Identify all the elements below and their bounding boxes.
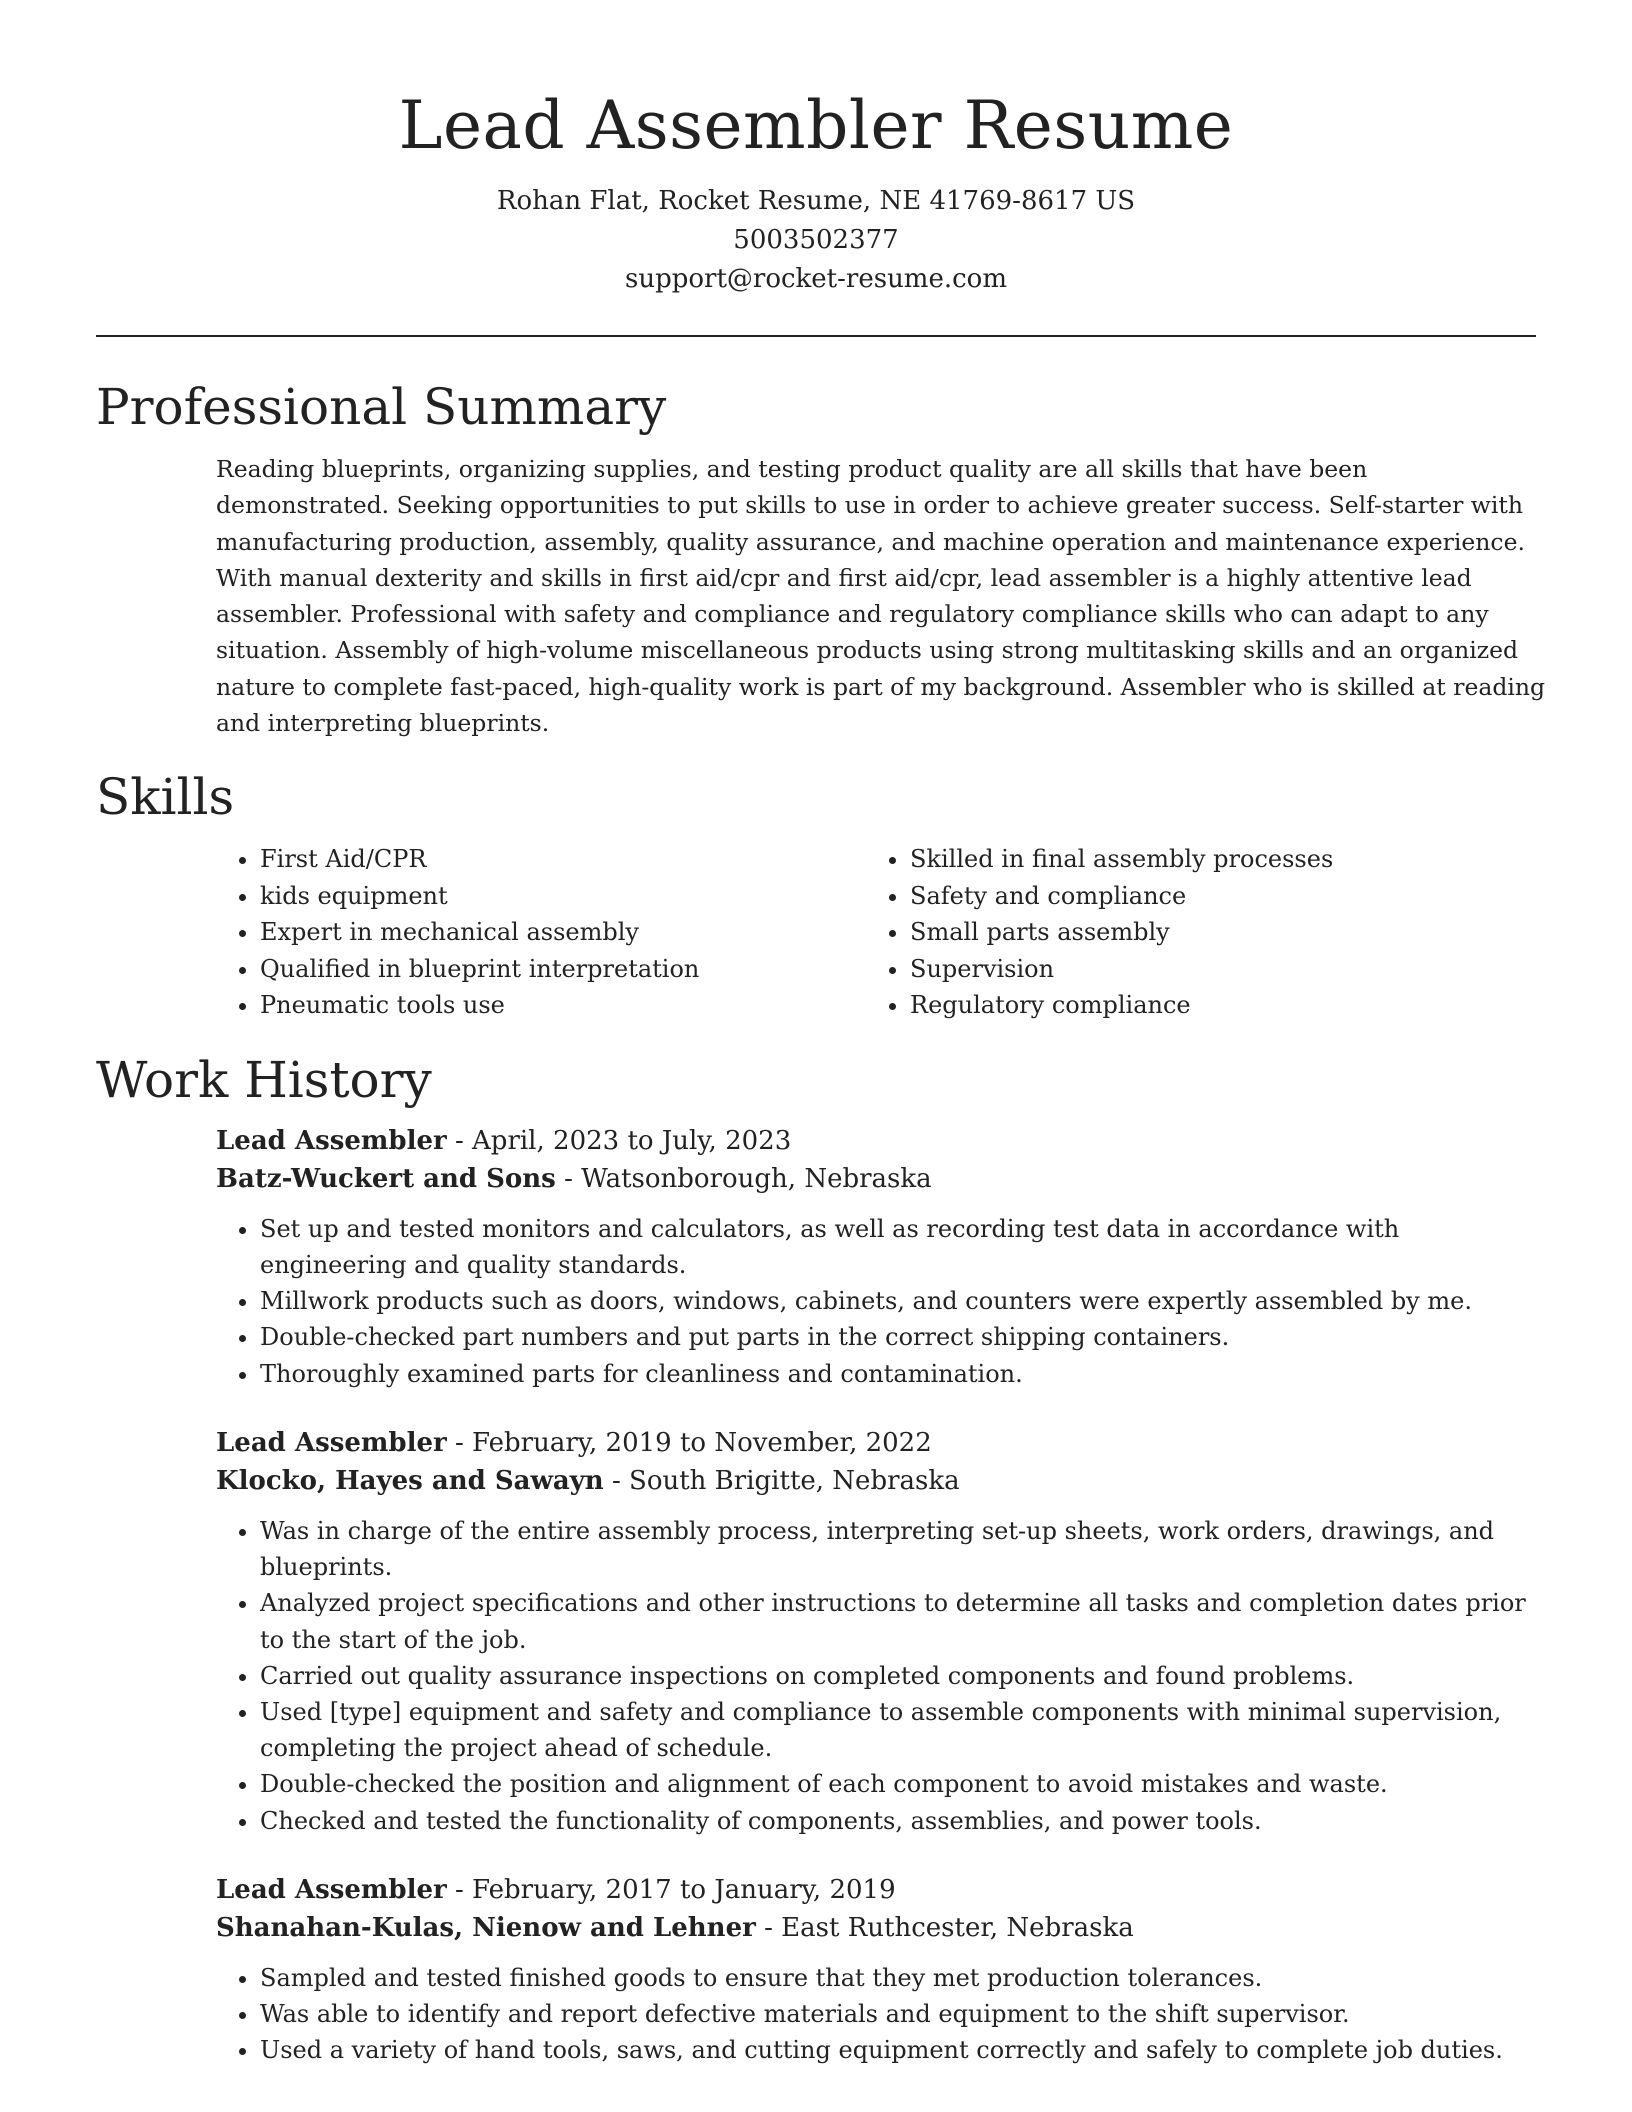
job-bullet: • Was in charge of the entire assembly process, interpreting set-up sheets, work orders, drawings, and blueprints. (260, 1513, 1546, 1585)
job-dates: - April, 2023 to July, 2023 (446, 1125, 792, 1156)
skill-item: • Pneumatic tools use (260, 987, 866, 1024)
job-title-line (216, 1424, 1546, 1463)
summary-text: Reading blueprints, organizing supplies, and testing product quality are all skills that have been demonstrated. Seeking opportunities to put skills to use in order to achieve greater success. Self-starter with manufacturing production, assembly, quality assurance, and machine operation and maintenance experience. With manual dexterity and skills in first aid/cpr and first aid/cpr, lead assembler is a highly attentive lead assembler. Professional with safety and compliance and regulatory compliance skills who can adapt to any situation. Assembly of high-volume miscellaneous products using strong multitasking skills and an organized nature to complete fast-paced, high-quality work is part of my background. Assembler who is skilled at reading and interpreting blueprints. (216, 455, 1546, 738)
job-entry (216, 1122, 1546, 1392)
header-divider (96, 335, 1536, 337)
job-bullet: • Was able to identify and report defective materials and equipment to the shift supervisor. (260, 1996, 1546, 2032)
job-bullet: • Used [type] equipment and safety and compliance to assemble components with minimal supervision, completing the project ahead of schedule. (260, 1694, 1546, 1766)
skill-item: • kids equipment (260, 878, 866, 915)
job-bullet: • Carried out quality assurance inspections on completed components and found problems. (260, 1658, 1546, 1694)
skill-item: • Expert in mechanical assembly (260, 914, 866, 951)
job-bullet: • Analyzed project specifications and other instructions to determine all tasks and completion dates prior to the start of the job. (260, 1585, 1546, 1657)
job-dates: - February, 2019 to November, 2022 (446, 1427, 932, 1458)
job-role: Lead Assembler (216, 1874, 447, 1905)
job-role: Lead Assembler (216, 1427, 447, 1458)
job-title-line (216, 1122, 1546, 1161)
job-bullet: • Thoroughly examined parts for cleanliness and contamination. (260, 1356, 1546, 1392)
work-history-section (96, 1050, 1536, 2068)
job-entry (216, 1871, 1546, 2069)
skills-list-right (866, 841, 1516, 1024)
job-company: Klocko, Hayes and Sawayn (216, 1466, 604, 1497)
job-bullets (216, 1960, 1546, 2069)
job-location: - East Ruthcester, Nebraska (755, 1913, 1134, 1944)
skill-item: • Safety and compliance (910, 878, 1516, 915)
contact-email: support@rocket-resume.com (624, 264, 1007, 294)
skill-item: • Qualified in blueprint interpretation (260, 951, 866, 988)
job-bullet: • Double-checked the position and alignment of each component to avoid mistakes and waste. (260, 1766, 1546, 1802)
job-bullet: • Double-checked part numbers and put parts in the correct shipping containers. (260, 1319, 1546, 1355)
skills-list-left (216, 841, 866, 1024)
professional-summary-section (96, 377, 1546, 741)
contact-address: Rohan Flat, Rocket Resume, NE 41769-8617 US (496, 186, 1136, 216)
job-entry (216, 1424, 1546, 1839)
summary-heading: Professional Summary (96, 378, 667, 436)
job-bullet: • Millwork products such as doors, windows, cabinets, and counters were expertly assembled by me. (260, 1283, 1546, 1319)
resume-header (96, 0, 1536, 299)
job-bullets (216, 1513, 1546, 1839)
job-title-line (216, 1871, 1546, 1910)
resume-title: Lead Assembler Resume (398, 87, 1234, 164)
skill-item: • Small parts assembly (910, 914, 1516, 951)
work-history-heading: Work History (96, 1050, 432, 1109)
job-company: Batz-Wuckert and Sons (216, 1164, 556, 1195)
skill-item: • Skilled in final assembly processes (910, 841, 1516, 878)
contact-phone: 5003502377 (733, 225, 899, 255)
job-bullet: • Checked and tested the functionality of components, assemblies, and power tools. (260, 1803, 1546, 1839)
skill-item: • Supervision (910, 951, 1516, 988)
job-bullet: • Used a variety of hand tools, saws, and cutting equipment correctly and safely to complete job duties. (260, 2032, 1546, 2068)
job-company-line (216, 1909, 1546, 1948)
job-role: Lead Assembler (216, 1125, 447, 1156)
job-bullet: • Set up and tested monitors and calculators, as well as recording test data in accordance with engineering and quality standards. (260, 1211, 1546, 1283)
skill-item: • Regulatory compliance (910, 987, 1516, 1024)
skills-section (96, 767, 1536, 1024)
job-location: - Watsonborough, Nebraska (555, 1164, 932, 1195)
job-location: - South Brigitte, Nebraska (603, 1466, 960, 1497)
job-bullets (216, 1211, 1546, 1392)
skills-grid (216, 841, 1536, 1024)
job-dates: - February, 2017 to January, 2019 (446, 1874, 896, 1905)
job-company-line (216, 1462, 1546, 1501)
resume-page (96, 0, 1546, 2068)
skills-heading: Skills (96, 768, 235, 827)
job-company: Shanahan-Kulas, Nienow and Lehner (216, 1913, 756, 1944)
skill-item: • First Aid/CPR (260, 841, 866, 878)
job-bullet: • Sampled and tested finished goods to ensure that they met production tolerances. (260, 1960, 1546, 1996)
job-company-line (216, 1160, 1546, 1199)
